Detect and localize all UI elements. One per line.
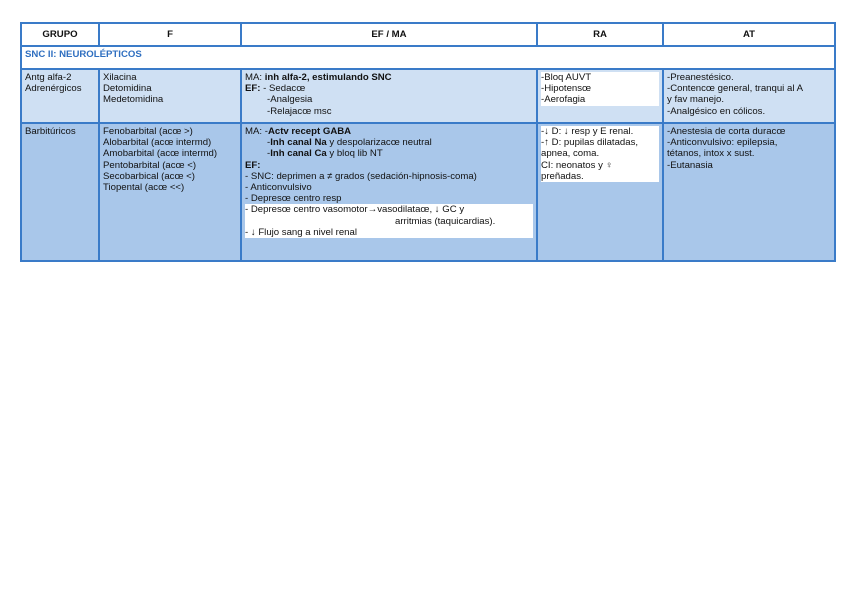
ef-highlight-box [245,204,533,238]
ef-label: EF: [245,159,261,171]
header-row [21,23,835,46]
ma-rest: y bloq lib NT [326,148,383,160]
ma-prefix: - [264,126,268,137]
cell-at [663,123,835,261]
ma-bold: Actv recept GABA [267,126,352,137]
header-grupo: GRUPO [21,23,99,46]
ra-item: -Bloq AUVT [541,72,592,83]
ef-line [245,83,533,94]
cell-f [99,69,241,123]
ef-line: - SNC: deprimen a ≠ grados (sedación-hipnosis-coma) [245,170,477,182]
drug-name: Amobarbital (acœ intermd) [103,148,218,160]
ra-box [541,126,659,182]
ma-label: MA: [245,72,263,83]
ma-label: MA: [245,126,263,137]
ra-item: -Hipotensœ [541,83,592,95]
drug-name: Fenobarbital (acœ >) [103,126,193,137]
table-row [21,69,835,123]
drug-name: Secobarbical (acœ <) [103,170,195,182]
cell-grupo: Barbitúricos [21,123,99,261]
ma-line [245,148,533,159]
ma-line [245,137,533,148]
ma-line [245,72,533,83]
cell-ef-ma [241,69,537,123]
at-item: y fav manejo. [667,94,725,106]
grupo-line: Adrenérgicos [25,83,82,95]
ra-item: apnea, coma. [541,148,600,160]
cell-ra [537,123,663,261]
grupo-line: Antg alfa-2 [25,72,72,83]
ra-item: -↑ D: pupilas dilatadas, [541,137,639,149]
header-f: F [99,23,241,46]
at-item: -Anticonvulsivo: epilepsia, [667,137,778,149]
ma-prefix: - [267,137,271,149]
cell-ra [537,69,663,123]
cell-grupo [21,69,99,123]
header-at: AT [663,23,835,46]
ra-item: CI: neonatos y ♀ [541,159,613,171]
drug-name: Detomidina [103,83,152,95]
cell-at [663,69,835,123]
notes-table [20,22,836,262]
ef-line: - Depresœ centro resp [245,193,342,205]
at-item: -Analgésico en cólicos. [667,105,766,117]
ma-bold: Inh canal Na [270,137,327,149]
header-ra: RA [537,23,663,46]
ma-prefix: - [267,148,271,160]
ma-rest: y despolarizacœ neutral [326,137,432,149]
at-item: -Preanestésico. [667,72,734,83]
at-item: -Anestesia de corta duracœ [667,126,786,137]
at-item: tétanos, intox x sust. [667,148,755,160]
ra-box [541,72,659,106]
ef-item: - Sedacœ [263,83,306,95]
at-item: -Eutanasia [667,159,713,171]
drug-name: Tiopental (acœ <<) [103,182,185,194]
cell-f [99,123,241,261]
ef-line: arritmias (taquicardias). [395,215,496,227]
table-row [21,123,835,261]
ef-label: EF: [245,83,261,95]
section-row [21,46,835,69]
ma-bold: Inh canal Ca [270,148,327,160]
ma-text: inh alfa-2, estimulando SNC [264,72,392,83]
ef-line: - Depresœ centro vasomotor→vasodilatаœ, ↓ GC y [245,204,465,216]
header-ef-ma: EF / MA [241,23,537,46]
drug-name: Medetomidina [103,94,164,106]
ra-item: -↓ D: ↓ resp y E renal. [541,126,634,137]
ef-item: -Relajacœ msc [267,105,332,117]
ra-item: preñadas. [541,170,584,182]
section-title: SNC II: NEUROLÉPTICOS [21,46,835,69]
ef-line: - Anticonvulsivo [245,182,312,194]
drug-name: Xilacina [103,72,137,83]
ra-item: -Aerofagia [541,94,586,106]
ma-line [245,126,533,137]
at-item: -Contencœ general, tranqui al A [667,83,803,95]
cell-ef-ma [241,123,537,261]
drug-name: Alobarbital (acœ intermd) [103,137,212,149]
drug-name: Pentobarbital (acœ <) [103,159,197,171]
ef-item: -Analgesia [267,94,313,106]
ef-line: - ↓ Flujo sang a nivel renal [245,226,357,238]
